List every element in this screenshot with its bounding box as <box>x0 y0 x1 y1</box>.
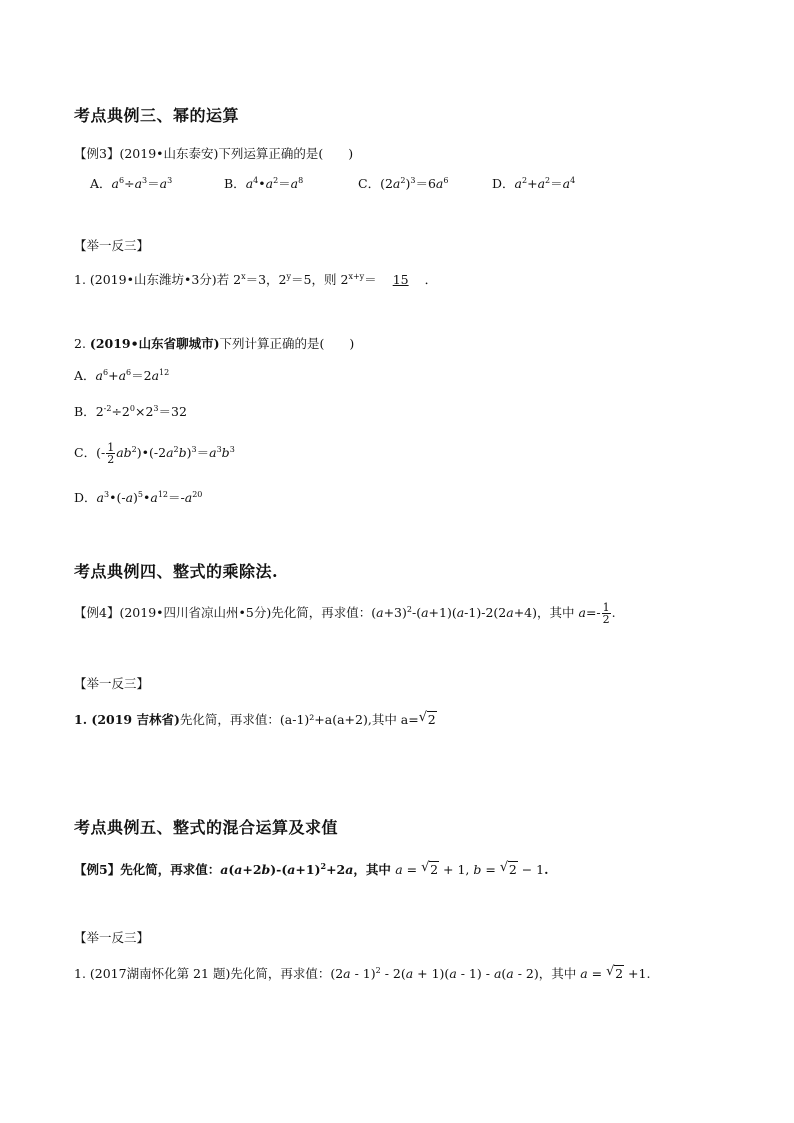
section-title-3: 考点典例三、幂的运算 <box>74 106 240 125</box>
option-a: A．$a^6\div a^3=a^3$ <box>90 176 173 191</box>
practice-1-prefix: 1. (2019•山东潍坊•3分)若 2 <box>74 272 242 287</box>
practice-5-prefix: 1. (2017湖南怀化第 21 题)先化简，再求值： <box>74 966 331 981</box>
practice-2-question <box>74 336 354 352</box>
practice-5-question: 1. (2017湖南怀化第 21 题)先化简，再求值：(2a - 1)$^2$ - 2(a + 1)(a - 1) - a(a - 2)，其中 a = √ 2 +1. <box>74 966 650 982</box>
fraction-half: $\frac{1}{2}$ <box>602 601 610 626</box>
example-3-prefix: 【例3】(2019•山东泰安)下列运算正确的是( ) <box>74 146 354 161</box>
answer-blank: 15 <box>392 272 409 287</box>
section-title-5: 考点典例五、整式的混合运算及求值 <box>74 818 339 837</box>
practice-1-mid2: ＝5，则 2 <box>291 272 349 287</box>
example-5-where: ，其中 <box>353 862 396 877</box>
practice-1-mid1: ＝3，2 <box>245 272 287 287</box>
example-4-prefix: 【例4】(2019•四川省凉山州•5分)先化简，再求值： <box>74 605 372 620</box>
example-5-prefix: 【例5】先化简，再求值： <box>74 862 221 877</box>
sqrt-two: √ 2 <box>500 862 518 878</box>
practice-1-mid3: ＝ <box>364 272 377 287</box>
practice-2-option-c: C．(- $\frac{1}{2}$ $ab^2)•(-2a^2b)^3=a^3b^3$ <box>74 441 235 466</box>
practice-4-question <box>74 712 437 728</box>
practice-2-source: (2019•山东省聊城市) <box>89 336 220 351</box>
practice-2-option-b: B．$2^{-2}\div 2^0\times 2^3=32$ <box>74 404 187 419</box>
sqrt-two: √ 2 <box>419 712 437 728</box>
practice-1-end: ． <box>424 272 438 287</box>
example-5-question: 【例5】先化简，再求值：$a(a+2b)-(a+1)^2+2a$，其中 a = √ 2 + 1, b = √ 2 − 1. <box>74 862 549 878</box>
example-3-options <box>90 176 626 192</box>
practice-2-option-d: D．$a^3•(-a)^5•a^{12}=-a^{20}$ <box>74 490 203 505</box>
sqrt-two: √ 2 <box>421 862 439 878</box>
practice-4-text: 先化简，再求值：(a-1)²+a(a+2),其中 a= <box>179 712 419 727</box>
practice-1-question: 1. (2019•山东潍坊•3分)若 $2^x=3$，$2^y=5$，则 $2^{x+y}= 15$ ． <box>74 272 438 287</box>
practice-2-text: 下列计算正确的是( ) <box>219 336 355 351</box>
example-3-question <box>74 146 353 162</box>
practice-label-2: 【举一反三】 <box>74 676 150 691</box>
practice-label-1: 【举一反三】 <box>74 238 150 253</box>
practice-label-3: 【举一反三】 <box>74 930 150 945</box>
practice-5-where: ，其中 <box>538 966 581 981</box>
sqrt-two: √ 2 <box>606 966 624 982</box>
option-c: C．$(2a^2)^3=6a^6$ <box>358 176 449 191</box>
practice-2-number: 2. <box>74 336 90 351</box>
practice-4-number: 1. <box>74 712 92 727</box>
option-d: D．$a^2+a^2=a^4$ <box>492 176 576 191</box>
example-4-where: ，其中 <box>537 605 579 620</box>
section-title-4: 考点典例四、整式的乘除法. <box>74 562 279 581</box>
option-b: B．$a^4•a^2=a^8$ <box>224 176 304 191</box>
fraction-half: $\frac{1}{2}$ <box>107 441 115 466</box>
practice-4-source: (2019 吉林省) <box>91 712 180 727</box>
example-4-question: 【例4】(2019•四川省凉山州•5分)先化简，再求值：$(a+3)^2-(a+1)(a-1)-2(2a+4)$，其中 a=- $\frac{1}{2}$ . <box>74 601 616 626</box>
practice-2-option-a: A．$a^6+a^6=2a^{12}$ <box>74 368 170 383</box>
